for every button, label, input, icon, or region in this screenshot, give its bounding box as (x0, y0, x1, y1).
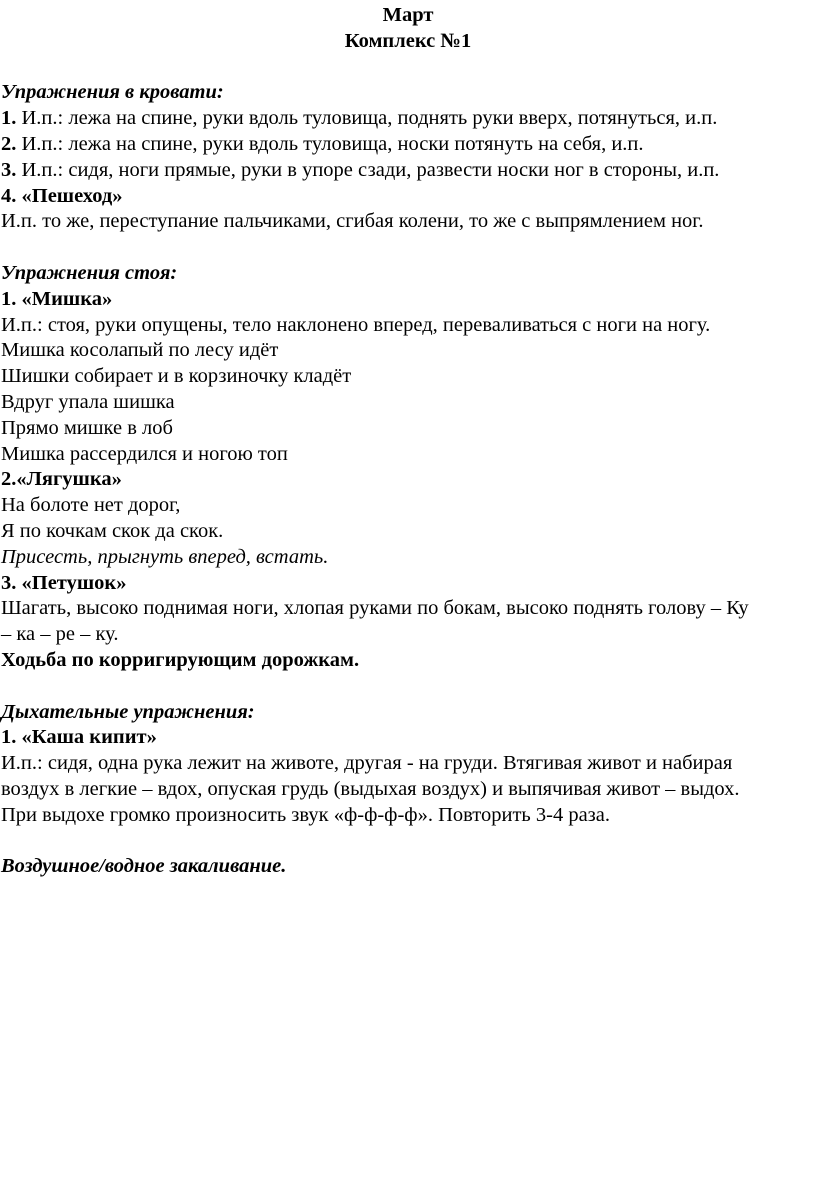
bed-exercise-3 (1, 158, 815, 184)
pedestrian-title: 4. «Пешеход» (1, 184, 123, 207)
hardening-heading: Воздушное/водное закаливание. (1, 855, 287, 878)
bear-line: Шишки собирает и в корзиночку кладёт (1, 365, 352, 388)
document-body (1, 3, 815, 880)
spacer (1, 235, 815, 261)
spacer (1, 674, 815, 700)
spacer (1, 55, 815, 81)
spacer (1, 829, 815, 855)
month-title: Март (382, 4, 434, 26)
rooster-title: 3. «Петушок» (1, 571, 127, 594)
bed-exercise-1 (1, 106, 815, 132)
bear-line: Вдруг упала шишка (1, 390, 175, 413)
porridge-line: И.п.: сидя, одна рука лежит на животе, другая - на груди. Втягивая живот и набирая (1, 752, 733, 775)
bed-exercise-1-text: И.п.: лежа на спине, руки вдоль туловища, поднять руки вверх, потянуться, и.п. (16, 107, 718, 130)
bear-line: Мишка косолапый по лесу идёт (1, 339, 279, 362)
bed-exercise-3-text: И.п.: сидя, ноги прямые, руки в упоре сзади, развести носки ног в стороны, и.п. (16, 158, 720, 181)
porridge-title: 1. «Каша кипит» (1, 726, 157, 749)
bed-exercises-heading: Упражнения в кровати: (1, 81, 224, 104)
bed-exercise-2-number: 2. (1, 132, 17, 155)
bear-line: И.п.: стоя, руки опущены, тело наклонено вперед, переваливаться с ноги на ногу. (1, 313, 711, 336)
bear-line: Прямо мишке в лоб (1, 416, 173, 439)
frog-line: Я по кочкам скок да скок. (1, 519, 224, 542)
porridge-line: воздух в легкие – вдох, опуская грудь (выдыхая воздух) и выпячивая живот – выдох. (1, 777, 740, 800)
rooster-line: Шагать, высоко поднимая ноги, хлопая руками по бокам, высоко поднять голову – Ку (1, 597, 749, 620)
bed-exercise-2-text: И.п.: лежа на спине, руки вдоль туловища, носки потянуть на себя, и.п. (16, 132, 644, 155)
frog-title: 2.«Лягушка» (1, 468, 122, 491)
pedestrian-text: И.п. то же, переступание пальчиками, сгибая колени, то же с выпрямлением ног. (1, 210, 704, 233)
bed-exercise-2 (1, 132, 815, 158)
rooster-line: – ка – ре – ку. (1, 623, 119, 646)
bed-exercise-1-number: 1. (1, 107, 17, 130)
frog-instruction: Присесть, прыгнуть вперед, встать. (1, 545, 329, 568)
bear-line: Мишка рассердился и ногою топ (1, 442, 288, 465)
standing-exercises-heading: Упражнения стоя: (1, 261, 178, 284)
porridge-line: При выдохе громко произносить звук «ф-ф-ф-ф». Повторить 3-4 раза. (1, 803, 611, 826)
breathing-exercises-heading: Дыхательные упражнения: (1, 700, 255, 723)
complex-title: Комплекс №1 (344, 29, 472, 52)
frog-line: На болоте нет дорог, (1, 494, 181, 517)
walking-text: Ходьба по корригирующим дорожкам. (1, 648, 360, 671)
bear-title: 1. «Мишка» (1, 287, 113, 310)
bed-exercise-3-number: 3. (1, 158, 17, 181)
